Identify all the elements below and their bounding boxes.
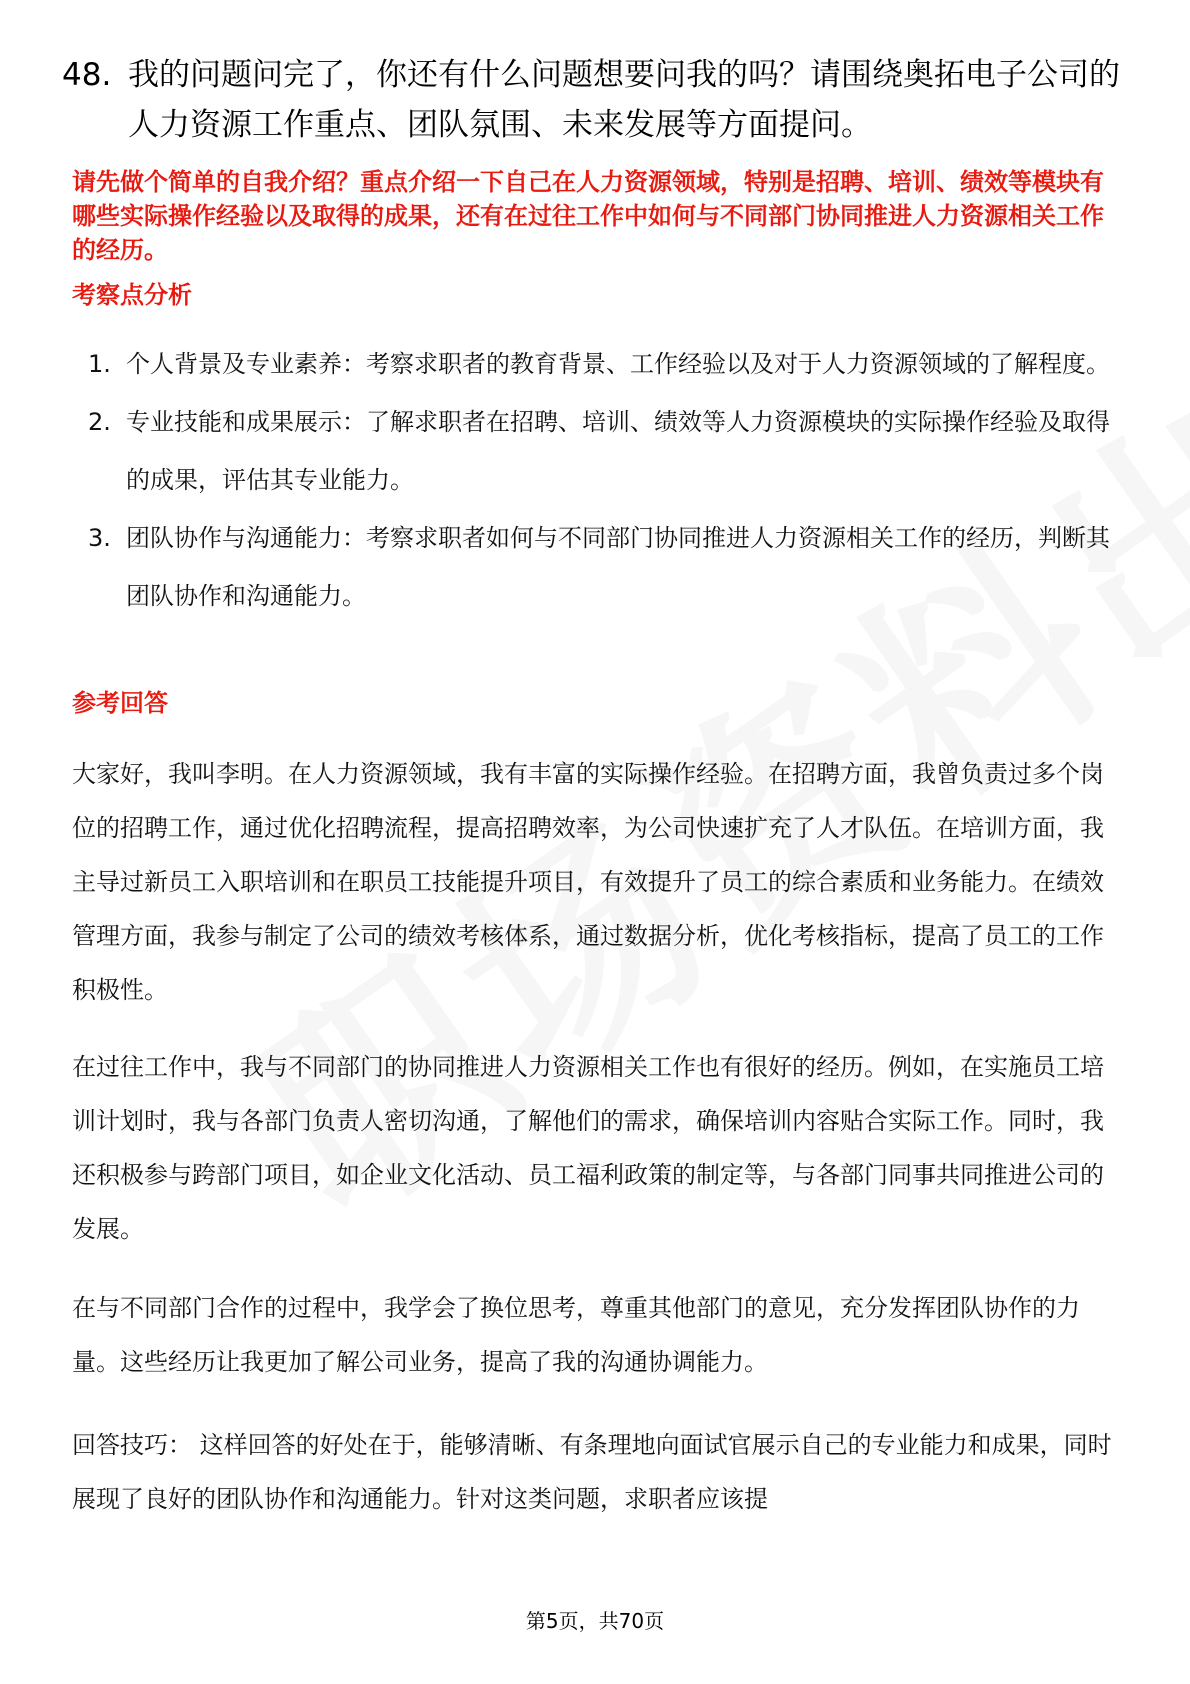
answer-paragraph: 大家好，我叫李明。在人力资源领域，我有丰富的实际操作经验。在招聘方面，我曾负责过多个岗位的招聘工作，通过优化招聘流程，提高招聘效率，为公司快速扩充了人才队伍。在培训方面，我主导过新员工入职培训和在职员工技能提升项目，有效提升了员工的综合素质和业务能力。在绩效管理方面，我参与制定了公司的绩效考核体系，通过数据分析，优化考核指标，提高了员工的工作积极性。 bbox=[72, 760, 1104, 1004]
page-footer: 第5页，共70页 bbox=[525, 1609, 665, 1633]
answer-tip: 回答技巧： 这样回答的好处在于，能够清晰、有条理地向面试官展示自己的专业能力和成果，同时展现了良好的团队协作和沟通能力。针对这类问题，求职者应该提 bbox=[72, 1431, 1112, 1513]
question-heading bbox=[62, 50, 1132, 150]
list-item bbox=[88, 509, 1128, 625]
question-text: 我的问题问完了，你还有什么问题想要问我的吗？请围绕奥拓电子公司的人力资源工作重点、团队氛围、未来发展等方面提问。 bbox=[128, 57, 1120, 143]
answer-paragraph: 在过往工作中，我与不同部门的协同推进人力资源相关工作也有很好的经历。例如，在实施员工培训计划时，我与各部门负责人密切沟通，了解他们的需求，确保培训内容贴合实际工作。同时，我还积极参与跨部门项目，如企业文化活动、员工福利政策的制定等，与各部门同事共同推进公司的发展。 bbox=[72, 1053, 1104, 1243]
interview-prompt: 请先做个简单的自我介绍？重点介绍一下自己在人力资源领域，特别是招聘、培训、绩效等模块有哪些实际操作经验以及取得的成果，还有在过往工作中如何与不同部门协同推进人力资源相关工作的经历。 bbox=[72, 168, 1104, 264]
analysis-list bbox=[88, 335, 1128, 625]
list-item-number: 1. bbox=[88, 350, 111, 378]
list-item-number: 2. bbox=[88, 408, 111, 436]
analysis-heading: 考察点分析 bbox=[72, 281, 192, 309]
list-item-number: 3. bbox=[88, 524, 111, 552]
answer-paragraph: 在与不同部门合作的过程中，我学会了换位思考，尊重其他部门的意见，充分发挥团队协作的力量。这些经历让我更加了解公司业务，提高了我的沟通协调能力。 bbox=[72, 1294, 1080, 1376]
list-item-text: 团队协作与沟通能力：考察求职者如何与不同部门协同推进人力资源相关工作的经历，判断其团队协作和沟通能力。 bbox=[126, 524, 1110, 610]
list-item bbox=[88, 335, 1128, 393]
answer-heading: 参考回答 bbox=[72, 689, 168, 717]
list-item-text: 个人背景及专业素养：考察求职者的教育背景、工作经验以及对于人力资源领域的了解程度。 bbox=[126, 350, 1110, 378]
list-item-text: 专业技能和成果展示：了解求职者在招聘、培训、绩效等人力资源模块的实际操作经验及取得的成果，评估其专业能力。 bbox=[126, 408, 1110, 494]
list-item bbox=[88, 393, 1128, 509]
question-number: 48. bbox=[62, 57, 112, 93]
